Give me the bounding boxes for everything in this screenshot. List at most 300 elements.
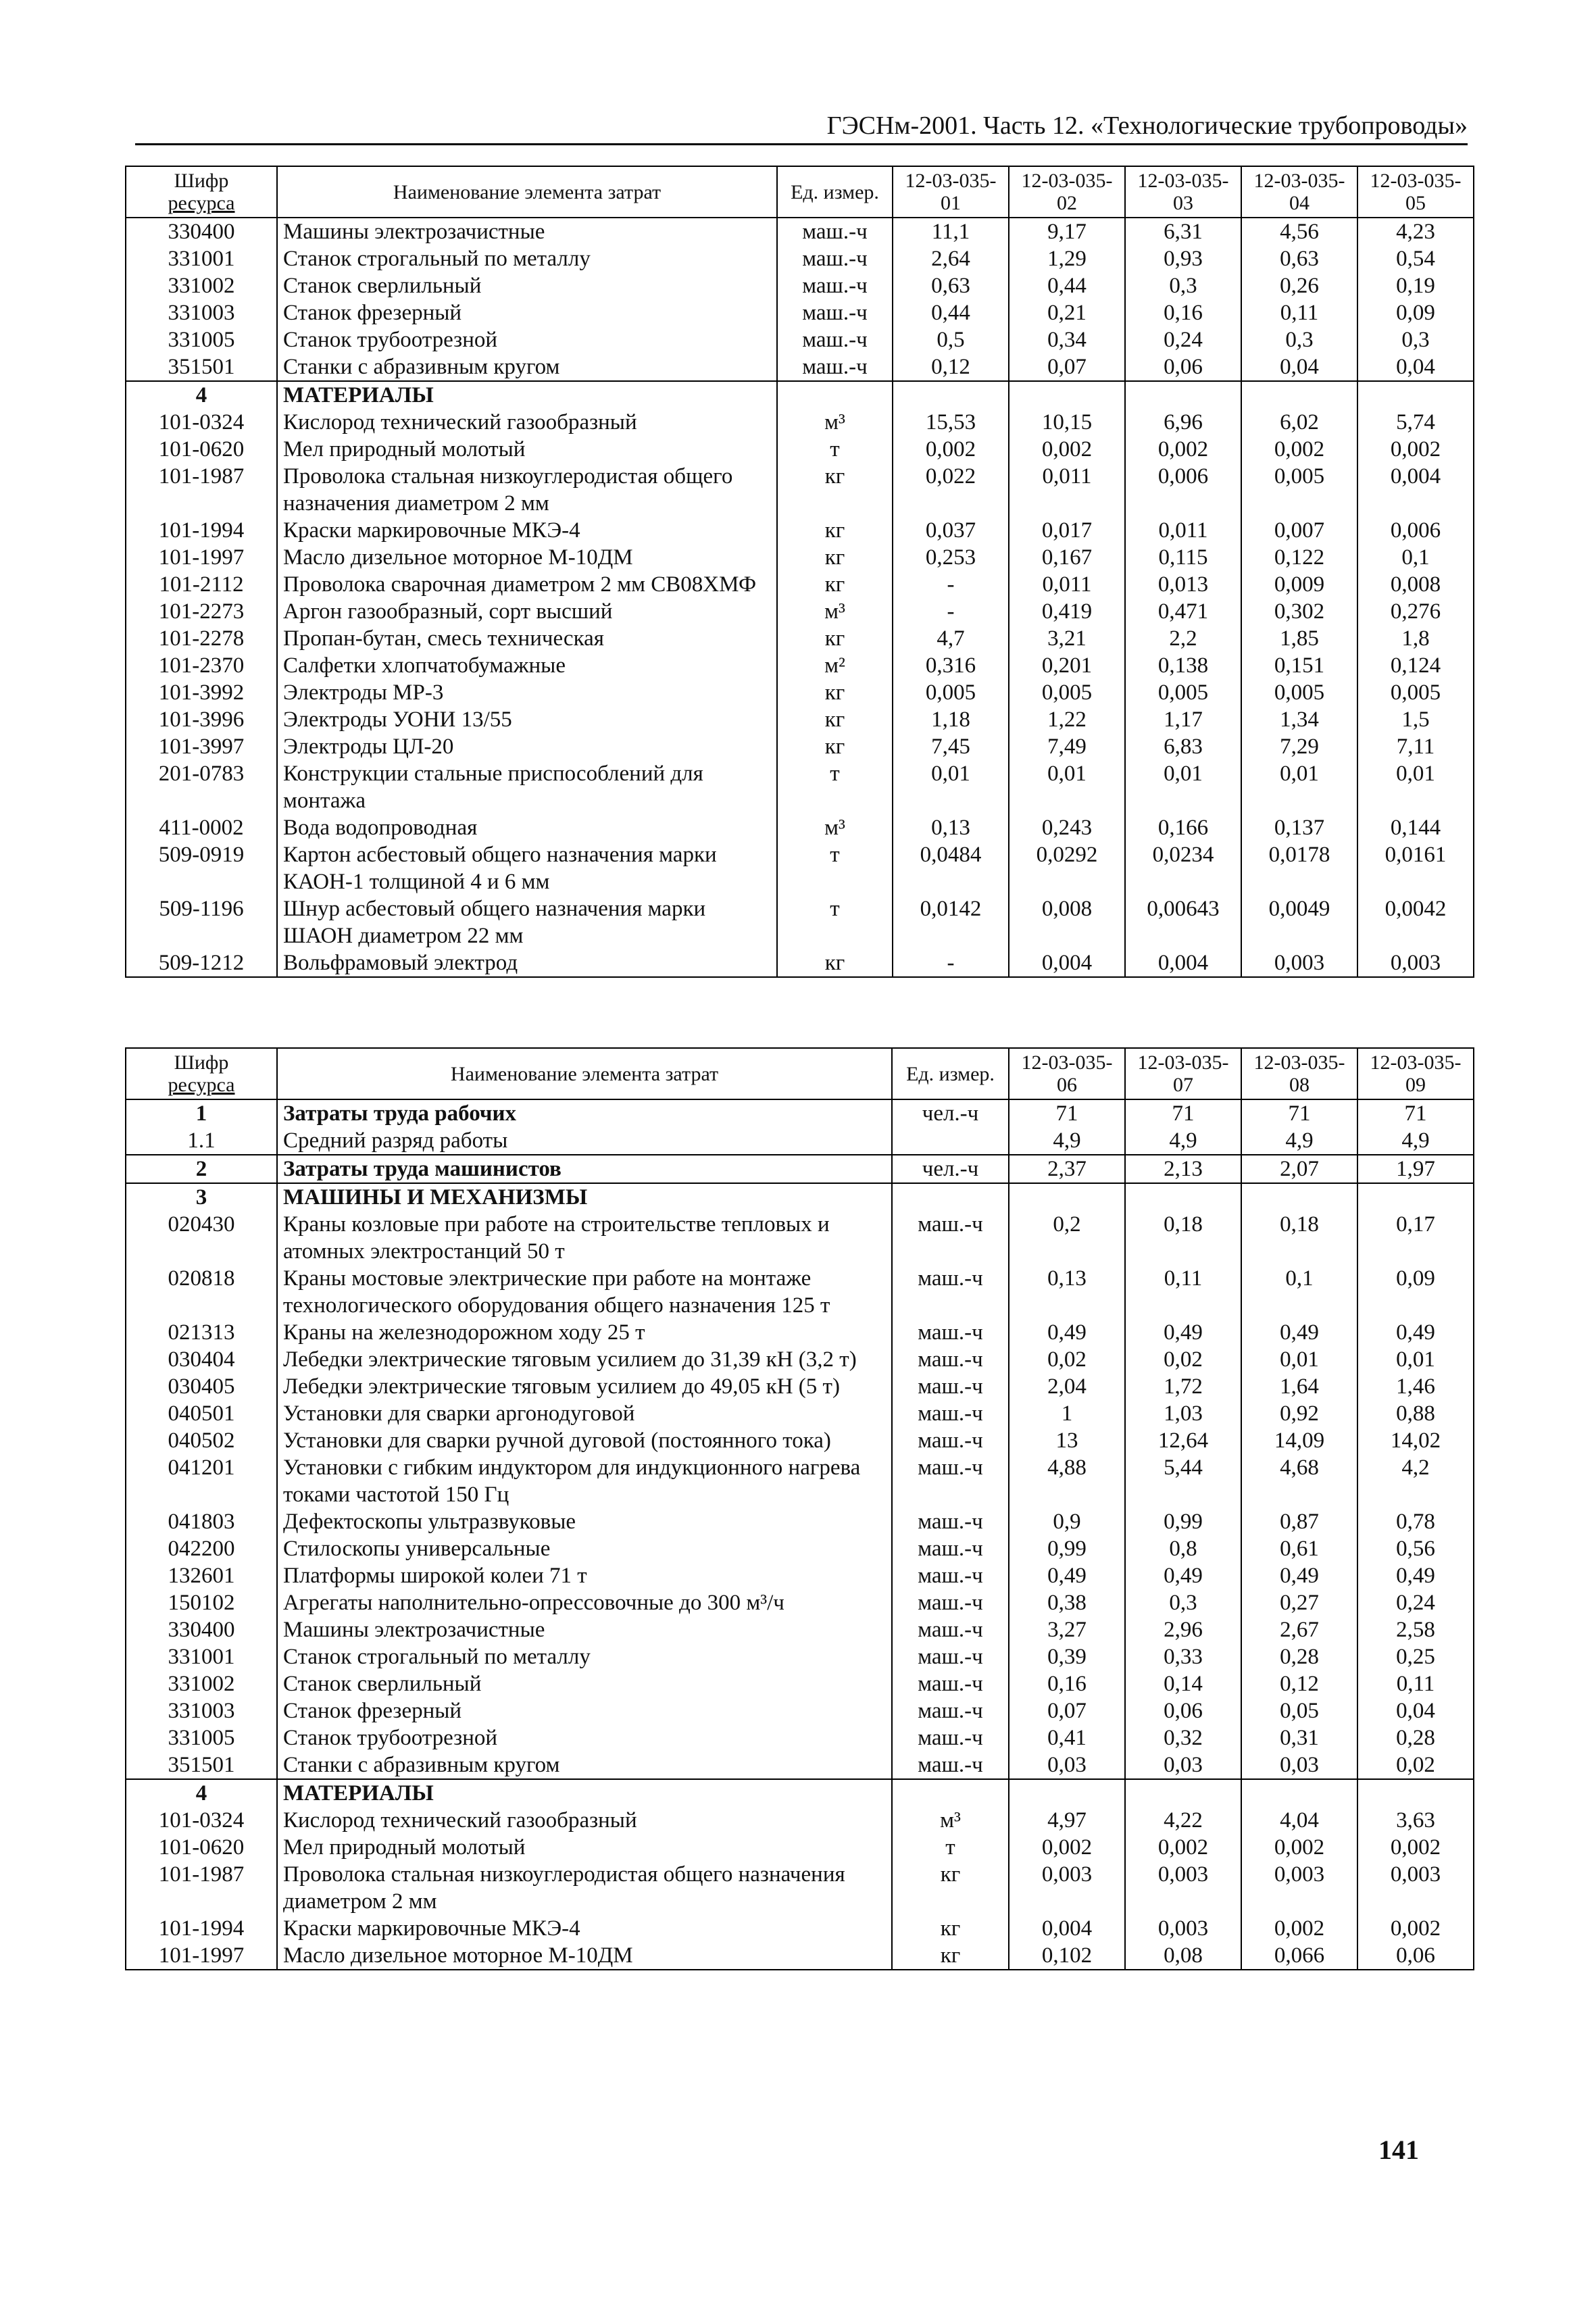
value-cell: 0,002	[1009, 436, 1125, 463]
value-cell: 0,8	[1125, 1535, 1241, 1562]
resource-name-cell: Затраты труда рабочих	[277, 1099, 892, 1127]
resource-code-cell: 101-2370	[126, 652, 277, 679]
value-cell: 0,27	[1241, 1589, 1357, 1616]
resource-code-cell: 2	[126, 1155, 277, 1183]
resource-code-cell: 101-0324	[126, 409, 277, 436]
value-cell: 15,53	[893, 409, 1009, 436]
resource-code-cell: 101-3997	[126, 733, 277, 760]
table-row	[126, 1697, 1474, 1724]
value-cell: 0,63	[893, 272, 1009, 299]
value-cell: 0,04	[1241, 353, 1357, 381]
value-cell: 7,45	[893, 733, 1009, 760]
table-row	[126, 1724, 1474, 1751]
unit-cell: маш.-ч	[892, 1211, 1009, 1265]
value-cell: 0,1	[1241, 1265, 1357, 1319]
unit-cell: кг	[777, 949, 893, 977]
resource-code-cell: 150102	[126, 1589, 277, 1616]
value-cell: 0,39	[1009, 1643, 1125, 1670]
value-cell: 0,005	[1125, 679, 1241, 706]
resource-name-cell: Машины электрозачистные	[277, 1616, 892, 1643]
value-cell: 0,92	[1241, 1400, 1357, 1427]
table-row	[126, 463, 1474, 517]
unit-cell: маш.-ч	[892, 1697, 1009, 1724]
table-row	[126, 1807, 1474, 1834]
value-cell: 0,002	[893, 436, 1009, 463]
unit-cell: кг	[777, 463, 893, 517]
value-cell: 0,005	[893, 679, 1009, 706]
value-cell: 0,471	[1125, 598, 1241, 625]
value-cell: 4,23	[1357, 218, 1474, 245]
unit-cell: маш.-ч	[777, 245, 893, 272]
section-row	[126, 381, 1474, 409]
value-cell: 5,44	[1125, 1454, 1241, 1508]
value-cell: 0,008	[1009, 895, 1125, 949]
unit-cell: маш.-ч	[777, 272, 893, 299]
value-cell: 0,166	[1125, 814, 1241, 841]
resource-name-cell: Станки с абразивным кругом	[277, 1751, 892, 1779]
code-header-line1: Шифр	[174, 1051, 229, 1074]
value-cell: 0,005	[1241, 463, 1357, 517]
resource-code-cell: 101-3992	[126, 679, 277, 706]
value-cell: 0,44	[893, 299, 1009, 326]
value-cell: 0,02	[1009, 1346, 1125, 1373]
table-row	[126, 1535, 1474, 1562]
unit-cell: кг	[892, 1915, 1009, 1942]
resource-name-cell: Затраты труда машинистов	[277, 1155, 892, 1183]
value-cell: 0,002	[1357, 1834, 1474, 1861]
value-cell: 1,34	[1241, 706, 1357, 733]
unit-cell: маш.-ч	[892, 1616, 1009, 1643]
value-cell: 0,09	[1357, 299, 1474, 326]
value-cell: 4,9	[1125, 1127, 1241, 1155]
value-cell	[1009, 381, 1125, 409]
resource-name-cell: Шнур асбестовый общего назначения марки ШАОН диаметром 22 мм	[277, 895, 777, 949]
table-row	[126, 1508, 1474, 1535]
value-cell: 0,3	[1125, 272, 1241, 299]
value-cell: 0,38	[1009, 1589, 1125, 1616]
resource-name-cell: Установки для сварки аргонодуговой	[277, 1400, 892, 1427]
resource-code-cell: 101-1987	[126, 463, 277, 517]
value-cell: 0,003	[1009, 1861, 1125, 1915]
value-column-header: 12-03-035-03	[1125, 166, 1241, 218]
value-cell: 1,72	[1125, 1373, 1241, 1400]
value-cell	[1125, 1779, 1241, 1807]
unit-cell: кг	[777, 733, 893, 760]
value-cell: 0,11	[1125, 1265, 1241, 1319]
value-cell: 0,03	[1009, 1751, 1125, 1779]
value-cell: 0,037	[893, 517, 1009, 544]
value-cell: 1	[1009, 1400, 1125, 1427]
table-row	[126, 1562, 1474, 1589]
unit-cell: м³	[777, 409, 893, 436]
resource-code-cell: 030404	[126, 1346, 277, 1373]
value-cell: 4,22	[1125, 1807, 1241, 1834]
value-cell: 0,122	[1241, 544, 1357, 571]
value-cell: 0,21	[1009, 299, 1125, 326]
value-cell: 9,17	[1009, 218, 1125, 245]
value-cell: 0,03	[1241, 1751, 1357, 1779]
resource-code-cell: 331003	[126, 299, 277, 326]
value-cell: 0,01	[1009, 760, 1125, 814]
unit-cell: маш.-ч	[777, 326, 893, 353]
value-column-header: 12-03-035-02	[1009, 166, 1125, 218]
value-cell: 0,03	[1125, 1751, 1241, 1779]
resource-code-cell: 3	[126, 1183, 277, 1211]
value-cell: 0,066	[1241, 1942, 1357, 1970]
value-cell: 0,06	[1125, 353, 1241, 381]
value-cell: 0,006	[1125, 463, 1241, 517]
resource-code-cell: 4	[126, 381, 277, 409]
resource-code-cell: 021313	[126, 1319, 277, 1346]
value-cell: 11,1	[893, 218, 1009, 245]
value-cell: 3,63	[1357, 1807, 1474, 1834]
unit-cell: т	[892, 1834, 1009, 1861]
value-cell: 6,83	[1125, 733, 1241, 760]
unit-cell: кг	[777, 544, 893, 571]
value-cell: 0,002	[1125, 436, 1241, 463]
value-cell: 0,1	[1357, 544, 1474, 571]
resource-name-cell: Агрегаты наполнительно-опрессовочные до 300 м³/ч	[277, 1589, 892, 1616]
resource-name-cell: МАТЕРИАЛЫ	[277, 381, 777, 409]
value-cell: 0,005	[1357, 679, 1474, 706]
value-cell: 0,006	[1357, 517, 1474, 544]
value-column-header: 12-03-035-08	[1241, 1048, 1357, 1099]
value-cell: 0,24	[1357, 1589, 1474, 1616]
value-cell: 4,56	[1241, 218, 1357, 245]
resource-code-cell: 509-1196	[126, 895, 277, 949]
value-cell: 0,16	[1125, 299, 1241, 326]
unit-cell: маш.-ч	[892, 1535, 1009, 1562]
value-cell: 0,49	[1125, 1562, 1241, 1589]
value-cell: 0,49	[1241, 1562, 1357, 1589]
unit-cell: маш.-ч	[777, 353, 893, 381]
table-row	[126, 733, 1474, 760]
resource-code-cell: 101-1994	[126, 517, 277, 544]
section-row	[126, 1183, 1474, 1211]
resource-table-1	[125, 166, 1474, 978]
value-cell: 0,32	[1125, 1724, 1241, 1751]
table-row	[126, 1861, 1474, 1915]
table-body	[126, 1099, 1474, 1970]
value-cell: 0,44	[1009, 272, 1125, 299]
unit-cell: маш.-ч	[892, 1454, 1009, 1508]
value-column-header: 12-03-035-09	[1357, 1048, 1474, 1099]
resource-name-cell: Лебедки электрические тяговым усилием до 31,39 кН (3,2 т)	[277, 1346, 892, 1373]
value-cell: 0,009	[1241, 571, 1357, 598]
resource-name-cell: Вода водопроводная	[277, 814, 777, 841]
value-cell: 0,151	[1241, 652, 1357, 679]
resource-code-cell: 101-0620	[126, 436, 277, 463]
value-cell: 0,26	[1241, 272, 1357, 299]
value-cell: 0,18	[1241, 1211, 1357, 1265]
resource-name-cell: МАТЕРИАЛЫ	[277, 1779, 892, 1807]
value-cell: 0,0161	[1357, 841, 1474, 895]
section-row	[126, 1779, 1474, 1807]
value-cell: 0,003	[1125, 1915, 1241, 1942]
unit-cell: маш.-ч	[777, 299, 893, 326]
value-cell: 4,04	[1241, 1807, 1357, 1834]
resource-code-cell: 101-3996	[126, 706, 277, 733]
table-row	[126, 1751, 1474, 1779]
value-cell: 0,102	[1009, 1942, 1125, 1970]
resource-name-cell: Станок сверлильный	[277, 1670, 892, 1697]
value-cell: 4,2	[1357, 1454, 1474, 1508]
value-cell: 0,99	[1125, 1508, 1241, 1535]
resource-code-cell: 020430	[126, 1211, 277, 1265]
resource-name-cell: Станок фрезерный	[277, 299, 777, 326]
table-row	[126, 1400, 1474, 1427]
resource-code-cell: 331002	[126, 272, 277, 299]
value-cell: 1,97	[1357, 1155, 1474, 1183]
resource-code-cell: 101-1994	[126, 1915, 277, 1942]
table-row	[126, 625, 1474, 652]
value-cell: 0,011	[1009, 571, 1125, 598]
value-cell: 0,12	[1241, 1670, 1357, 1697]
unit-cell: т	[777, 436, 893, 463]
resource-name-cell: Станок строгальный по металлу	[277, 245, 777, 272]
value-cell: 0,24	[1125, 326, 1241, 353]
value-cell: 3,21	[1009, 625, 1125, 652]
resource-name-cell: Средний разряд работы	[277, 1127, 892, 1155]
resource-code-cell: 040501	[126, 1400, 277, 1427]
resource-name-cell: Установки с гибким индуктором для индукционного нагрева токами частотой 150 Гц	[277, 1454, 892, 1508]
code-header-line1: Шифр	[174, 170, 229, 192]
value-cell: 0,005	[1241, 679, 1357, 706]
unit-cell: м²	[777, 652, 893, 679]
value-cell: -	[893, 949, 1009, 977]
value-cell: 0,5	[893, 326, 1009, 353]
unit-cell: т	[777, 841, 893, 895]
value-cell: 0,56	[1357, 1535, 1474, 1562]
value-cell: 0,302	[1241, 598, 1357, 625]
value-cell: 0,002	[1241, 436, 1357, 463]
value-cell: 0,49	[1357, 1562, 1474, 1589]
resource-name-cell: Картон асбестовый общего назначения марки КАОН-1 толщиной 4 и 6 мм	[277, 841, 777, 895]
value-cell: 0,08	[1125, 1942, 1241, 1970]
value-cell: 0,02	[1125, 1346, 1241, 1373]
resource-name-cell: Кислород технический газообразный	[277, 409, 777, 436]
resource-name-cell: Станок трубоотрезной	[277, 326, 777, 353]
value-cell: 1,8	[1357, 625, 1474, 652]
value-cell: 0,49	[1009, 1562, 1125, 1589]
table-row	[126, 1319, 1474, 1346]
resource-code-cell: 041201	[126, 1454, 277, 1508]
value-cell: 0,004	[1009, 949, 1125, 977]
value-cell: 0,004	[1009, 1915, 1125, 1942]
resource-name-cell: Пропан-бутан, смесь техническая	[277, 625, 777, 652]
table-row	[126, 1155, 1474, 1183]
value-cell: 0,33	[1125, 1643, 1241, 1670]
value-cell: 4,9	[1357, 1127, 1474, 1155]
value-cell: 0,99	[1009, 1535, 1125, 1562]
value-cell: 0,9	[1009, 1508, 1125, 1535]
unit-cell: чел.-ч	[892, 1155, 1009, 1183]
value-cell: 0,28	[1241, 1643, 1357, 1670]
resource-name-cell: Краны на железнодорожном ходу 25 т	[277, 1319, 892, 1346]
unit-cell: кг	[777, 625, 893, 652]
resource-name-cell: МАШИНЫ И МЕХАНИЗМЫ	[277, 1183, 892, 1211]
resource-code-cell: 201-0783	[126, 760, 277, 814]
resource-name-cell: Мел природный молотый	[277, 436, 777, 463]
value-cell: 0,3	[1357, 326, 1474, 353]
value-cell: 0,003	[1125, 1861, 1241, 1915]
table-row	[126, 598, 1474, 625]
resource-name-cell: Лебедки электрические тяговым усилием до 49,05 кН (5 т)	[277, 1373, 892, 1400]
value-cell: 0,01	[1125, 760, 1241, 814]
unit-cell: м³	[777, 598, 893, 625]
value-cell: 0,87	[1241, 1508, 1357, 1535]
resource-code-cell: 020818	[126, 1265, 277, 1319]
value-column-header: 12-03-035-01	[893, 166, 1009, 218]
value-cell: 0,243	[1009, 814, 1125, 841]
code-column-header	[126, 1048, 277, 1099]
value-cell: 0,419	[1009, 598, 1125, 625]
table-row	[126, 517, 1474, 544]
unit-cell: маш.-ч	[892, 1724, 1009, 1751]
table-row	[126, 1670, 1474, 1697]
resource-name-cell: Станок фрезерный	[277, 1697, 892, 1724]
value-cell	[1009, 1779, 1125, 1807]
value-cell: 4,68	[1241, 1454, 1357, 1508]
resource-name-cell: Станок строгальный по металлу	[277, 1643, 892, 1670]
value-cell: 2,96	[1125, 1616, 1241, 1643]
table-row	[126, 1346, 1474, 1373]
table-row	[126, 814, 1474, 841]
resource-name-cell: Краны козловые при работе на строительстве тепловых и атомных электростанций 50 т	[277, 1211, 892, 1265]
value-cell: 0,54	[1357, 245, 1474, 272]
unit-cell: чел.-ч	[892, 1099, 1009, 1127]
table-row	[126, 571, 1474, 598]
header-rule	[135, 143, 1468, 145]
resource-name-cell: Станок сверлильный	[277, 272, 777, 299]
unit-cell: м³	[777, 814, 893, 841]
resource-code-cell: 331001	[126, 1643, 277, 1670]
value-cell: 14,02	[1357, 1427, 1474, 1454]
resource-name-cell: Масло дизельное моторное М-10ДМ	[277, 1942, 892, 1970]
value-cell: 0,002	[1357, 1915, 1474, 1942]
value-cell: 0,49	[1357, 1319, 1474, 1346]
value-cell: 0,13	[893, 814, 1009, 841]
unit-cell: маш.-ч	[892, 1643, 1009, 1670]
table-row	[126, 1942, 1474, 1970]
value-cell: 1,22	[1009, 706, 1125, 733]
value-cell: 2,67	[1241, 1616, 1357, 1643]
value-cell: 0,18	[1125, 1211, 1241, 1265]
value-cell: 1,03	[1125, 1400, 1241, 1427]
table-row	[126, 706, 1474, 733]
resource-code-cell: 331005	[126, 326, 277, 353]
table-row	[126, 326, 1474, 353]
unit-cell: маш.-ч	[892, 1670, 1009, 1697]
value-cell: 0,01	[1357, 760, 1474, 814]
value-cell: 0,004	[1357, 463, 1474, 517]
value-cell: 0,02	[1357, 1751, 1474, 1779]
value-cell: 0,3	[1125, 1589, 1241, 1616]
value-cell: 2,58	[1357, 1616, 1474, 1643]
value-cell: 0,003	[1357, 949, 1474, 977]
unit-cell	[892, 1127, 1009, 1155]
value-cell: 0,28	[1357, 1724, 1474, 1751]
value-cell: 0,253	[893, 544, 1009, 571]
value-cell: 0,003	[1357, 1861, 1474, 1915]
value-cell: 0,144	[1357, 814, 1474, 841]
value-cell	[1125, 381, 1241, 409]
resource-code-cell: 351501	[126, 353, 277, 381]
table-row	[126, 841, 1474, 895]
value-cell: 0,14	[1125, 1670, 1241, 1697]
unit-cell: маш.-ч	[892, 1562, 1009, 1589]
value-cell: 4,7	[893, 625, 1009, 652]
value-cell: 0,138	[1125, 652, 1241, 679]
value-cell: 0,022	[893, 463, 1009, 517]
resource-name-cell: Электроды МР-3	[277, 679, 777, 706]
table-row	[126, 1127, 1474, 1155]
value-cell: 0,01	[893, 760, 1009, 814]
value-cell: 0,00643	[1125, 895, 1241, 949]
unit-cell	[777, 381, 893, 409]
unit-column-header: Ед. измер.	[892, 1048, 1009, 1099]
resource-name-cell: Масло дизельное моторное М-10ДМ	[277, 544, 777, 571]
value-cell	[1241, 1183, 1357, 1211]
value-cell: 0,16	[1009, 1670, 1125, 1697]
value-cell: 0,002	[1125, 1834, 1241, 1861]
value-cell: 1,17	[1125, 706, 1241, 733]
value-cell: 0,93	[1125, 245, 1241, 272]
value-cell: 0,003	[1241, 1861, 1357, 1915]
value-cell: 71	[1009, 1099, 1125, 1127]
table-row	[126, 1373, 1474, 1400]
value-cell: 1,85	[1241, 625, 1357, 652]
table-row	[126, 895, 1474, 949]
value-column-header: 12-03-035-07	[1125, 1048, 1241, 1099]
value-cell: 3,27	[1009, 1616, 1125, 1643]
value-cell: 0,49	[1241, 1319, 1357, 1346]
value-cell: 2,13	[1125, 1155, 1241, 1183]
resource-code-cell: 101-2112	[126, 571, 277, 598]
value-cell: 1,64	[1241, 1373, 1357, 1400]
resource-name-cell: Вольфрамовый электрод	[277, 949, 777, 977]
value-cell: 0,002	[1357, 436, 1474, 463]
resource-code-cell: 1.1	[126, 1127, 277, 1155]
resource-code-cell: 330400	[126, 218, 277, 245]
table-row	[126, 436, 1474, 463]
value-cell: 0,115	[1125, 544, 1241, 571]
value-cell	[1009, 1183, 1125, 1211]
value-cell: 0,61	[1241, 1535, 1357, 1562]
value-cell: 7,11	[1357, 733, 1474, 760]
resource-name-cell: Краны мостовые электрические при работе на монтаже технологического оборудования общего назначения 125 т	[277, 1265, 892, 1319]
value-cell: 7,29	[1241, 733, 1357, 760]
value-cell: 1,18	[893, 706, 1009, 733]
unit-cell: маш.-ч	[892, 1400, 1009, 1427]
table-row	[126, 1211, 1474, 1265]
table-row	[126, 245, 1474, 272]
value-cell: 2,64	[893, 245, 1009, 272]
resource-code-cell: 101-1987	[126, 1861, 277, 1915]
resource-name-cell: Краски маркировочные МКЭ-4	[277, 1915, 892, 1942]
table-row	[126, 652, 1474, 679]
table-row	[126, 272, 1474, 299]
value-cell: 0,06	[1125, 1697, 1241, 1724]
value-cell: 0,05	[1241, 1697, 1357, 1724]
table-row	[126, 1265, 1474, 1319]
value-cell: 0,04	[1357, 1697, 1474, 1724]
table-row	[126, 760, 1474, 814]
resource-name-cell: Проволока сварочная диаметром 2 мм СВ08ХМФ	[277, 571, 777, 598]
value-cell: 0,0292	[1009, 841, 1125, 895]
resource-name-cell: Стилоскопы универсальные	[277, 1535, 892, 1562]
value-cell: 0,04	[1357, 353, 1474, 381]
